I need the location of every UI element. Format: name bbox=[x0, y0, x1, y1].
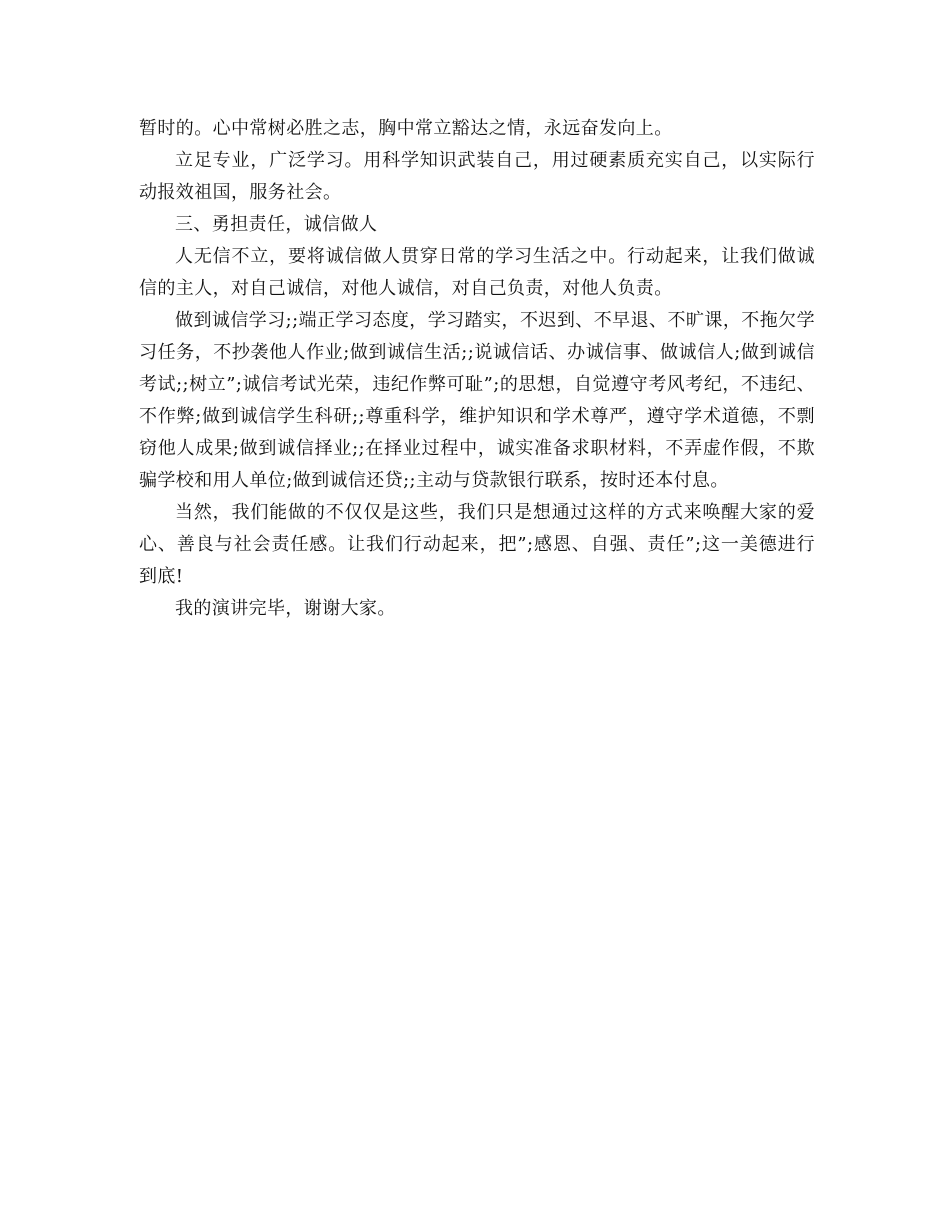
section-heading-responsibility: 三、勇担责任，诚信做人 bbox=[175, 214, 378, 235]
paragraph-integrity-details: 做到诚信学习;;端正学习态度，学习踏实，不迟到、不早退、不旷课，不拖欠学习任务，不抄袭他人作业;做到诚信生活;;说诚信话、办诚信事、做诚信人;做到诚信考试;;树立”;诚信考试光荣，违纪作弊可耻”;的思想，自觉遵守考风考纪，不违纪、不作弊;做到诚信学生科研;;尊重科学，维护知识和学术尊严，遵守学术道德，不剽窃他人成果;做到诚信择业;;在择业过程中，诚实准备求职材料，不弄虚作假，不欺骗学校和用人单位;做到诚信还贷;;主动与贷款银行联系，按时还本付息。 bbox=[139, 310, 815, 491]
paragraph-conclusion: 当然，我们能做的不仅仅是这些，我们只是想通过这样的方式来唤醒大家的爱心、善良与社会责任感。让我们行动起来，把”;感恩、自强、责任”;这一美德进行到底! bbox=[139, 502, 815, 587]
paragraph-integrity-intro: 人无信不立，要将诚信做人贯穿日常的学习生活之中。行动起来，让我们做诚信的主人，对自己诚信，对他人诚信，对自己负责，对他人负责。 bbox=[139, 246, 815, 299]
paragraph-closing: 我的演讲完毕，谢谢大家。 bbox=[175, 598, 396, 619]
paragraph-study-broadly: 立足专业，广泛学习。用科学知识武装自己，用过硬素质充实自己，以实际行动报效祖国，服务社会。 bbox=[139, 150, 815, 203]
document-body bbox=[139, 113, 815, 625]
paragraph-continuation: 暂时的。心中常树必胜之志，胸中常立豁达之情，永远奋发向上。 bbox=[139, 118, 673, 139]
